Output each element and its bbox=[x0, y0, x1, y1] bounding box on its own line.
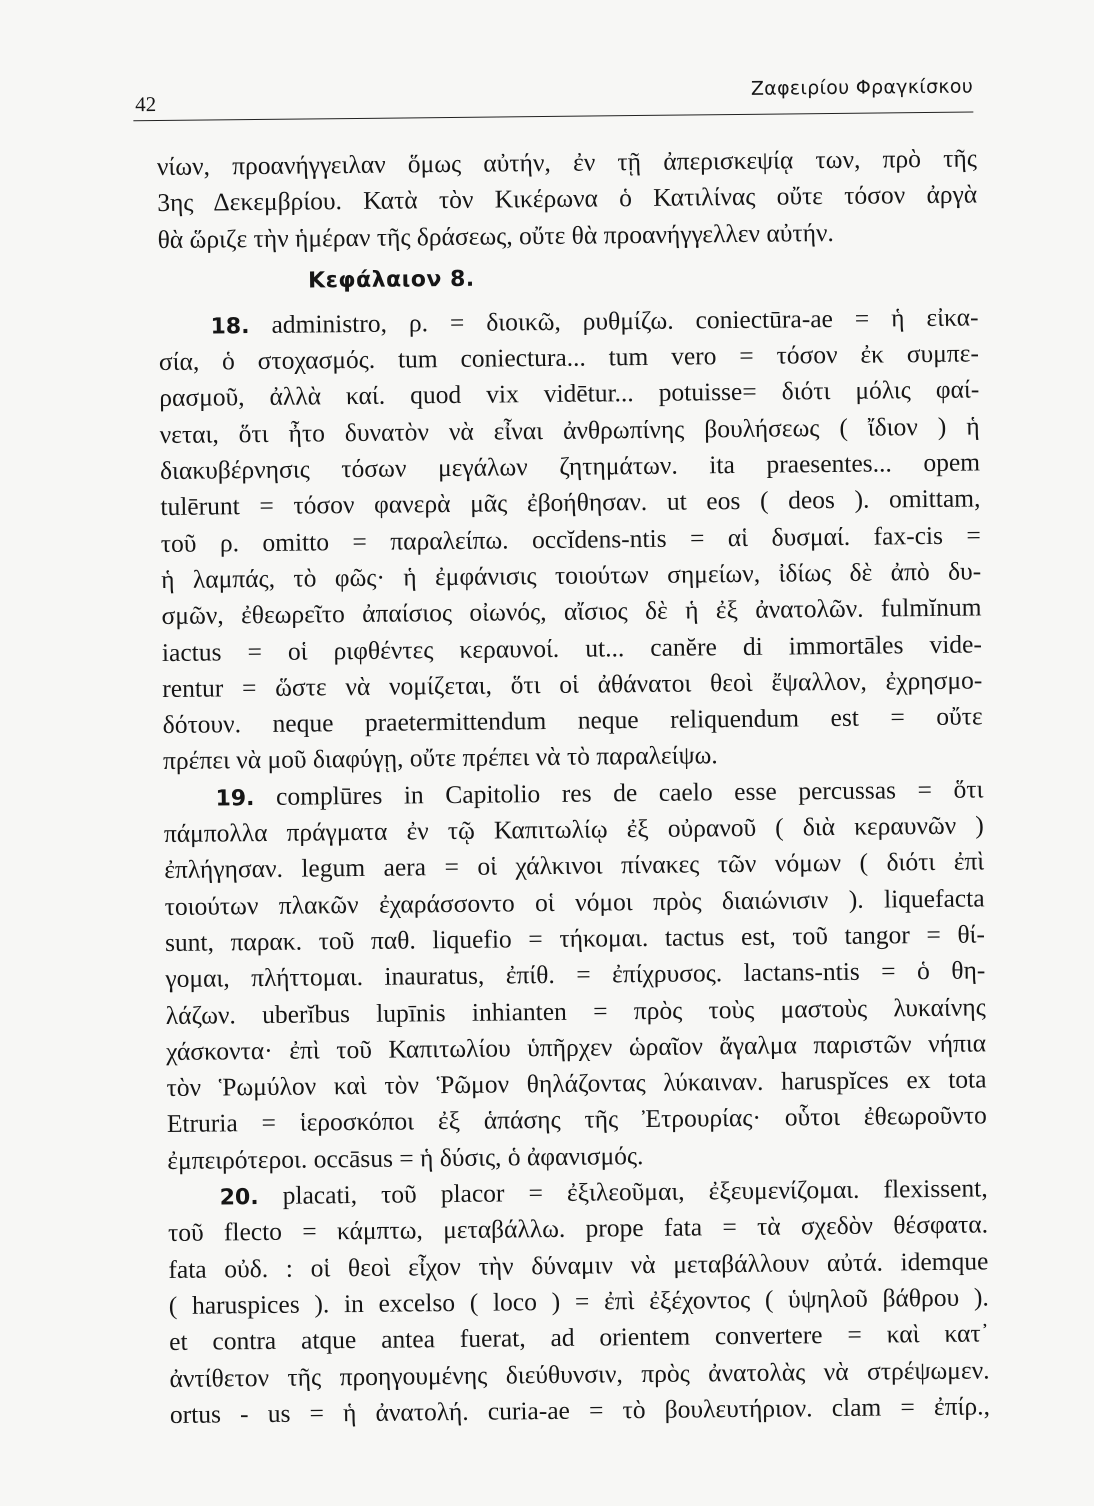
body-text bbox=[157, 140, 990, 1433]
text-fragment: complūres in Capitolio res de caelo esse percussas = ὅτι bbox=[275, 774, 984, 811]
section-number: 20. bbox=[219, 1185, 259, 1211]
chapter-heading: Κεφάλαιον 8. bbox=[307, 266, 475, 294]
text-line: ἡ λαμπάς, τὸ φῶς· ἡ ἐμφάνισις τοιούτων σημείων, ἰδίως δὲ ἀπὸ δυ- bbox=[161, 556, 982, 594]
text-line: Etruria = ἱεροσκόποι ἐξ ἁπάσης τῆς Ἐτρουρίας· οὗτοι ἐθεωροῦντο bbox=[166, 1100, 988, 1139]
text-line: τὸν Ῥωμύλον καὶ τὸν Ῥῶμον θηλάζοντας λύκαιναν. haruspĭces ex tota bbox=[166, 1064, 987, 1103]
text-line: θὰ ὥριζε τὴν ἡμέραν τῆς δράσεως, οὔτε θὰ προανήγγελλεν αὐτήν. bbox=[157, 217, 834, 254]
text-line: νεται, ὅτι ἦτο δυνατὸν νὰ εἶναι ἀνθρωπίνης βουλήσεως ( ἴδιον ) ἡ bbox=[159, 411, 980, 449]
text-line: ἀντίθετον τῆς προηγουμένης διεύθυνσιν, πρὸς ἀνατολὰς νὰ στρέψωμεν. bbox=[169, 1354, 990, 1393]
text-line: σία, ὁ στοχασμός. tum coniectura... tum vero = τόσον ἐκ συμπε- bbox=[158, 338, 980, 377]
text-line: et contra atque antea fuerat, ad orientem convertere = καὶ κατ᾽ bbox=[169, 1318, 990, 1357]
text-line: ἐμπειρότεροι. occāsus = ἡ δύσις, ὁ ἀφανισμός. bbox=[167, 1140, 644, 1175]
text-line: τοῦ flecto = κάμπτω, μεταβάλλω. prope fata = τὰ σχεδὸν θέσφατα. bbox=[167, 1209, 989, 1248]
text-line: τοιούτων πλακῶν ἐχαράσσοντο οἱ νόμοι πρὸς διαιώνισιν ). liquefacta bbox=[164, 883, 985, 921]
text-fragment: placati, τοῦ placor = ἐξιλεοῦμαι, ἐξευμενίζομαι. flexissent, bbox=[282, 1173, 988, 1210]
text-line: πάμπολλα πράγματα ἐν τῷ Καπιτωλίῳ ἐξ οὐρανοῦ ( διὰ κεραυνῶν ) bbox=[163, 810, 984, 849]
text-line: 3ης Δεκεμβρίου. Κατὰ τὸν Κικέρωνα ὁ Κατιλίνας οὔτε τόσον ἀργὰ bbox=[157, 179, 978, 218]
text-fragment: administro, ρ. = διοικῶ, ρυθμίζω. coniectūra-ae = ἡ εἰκα- bbox=[271, 302, 979, 339]
text-line: ortus - us = ἡ ἀνατολή. curia-ae = τὸ βουλευτήριον. clam = ἐπίρ., bbox=[169, 1391, 991, 1429]
text-line: λάζων. uberĭbus lupīnis inhianten = πρὸς τοὺς μαστοὺς λυκαίνης bbox=[165, 991, 986, 1030]
text-line: διακυβέρνησις τόσων μεγάλων ζητημάτων. ita praesentes... opem bbox=[159, 447, 981, 486]
running-head: Ζαφειρίου Φραγκίσκου bbox=[750, 75, 974, 100]
text-line: τοῦ ρ. omitto = παραλείπω. occĭdens-ntis = αἱ δυσμαί. fax-cis = bbox=[160, 520, 981, 558]
page-number: 42 bbox=[135, 92, 157, 117]
text-line: ( haruspices ). in excelso ( loco ) = ἐπὶ ἐξέχοντος ( ὑψηλοῦ βάθρου ). bbox=[168, 1282, 989, 1320]
text-line: δότουν. neque praetermittendum neque reliquendum est = οὔτε bbox=[162, 701, 983, 740]
text-line: χάσκοντα· ἐπὶ τοῦ Καπιτωλίου ὑπῆρχεν ὡραῖον ἄγαλμα παριστῶν νήπια bbox=[165, 1028, 987, 1066]
page-header bbox=[133, 68, 973, 122]
text-line: γομαι, πλήττομαι. inauratus, ἐπίθ. = ἐπίχρυσος. lactans-ntis = ὁ θη- bbox=[165, 955, 986, 994]
text-line: ἐπλήγησαν. legum aera = οἱ χάλκινοι πίνακες τῶν νόμων ( διότι ἐπὶ bbox=[164, 846, 985, 885]
text-line: iactus = οἱ ριφθέντες κεραυνοί. ut... canĕre di immortāles vide- bbox=[161, 629, 983, 667]
text-line: sunt, παρακ. τοῦ παθ. liquefio = τήκομαι. tactus est, τοῦ tangor = θί- bbox=[164, 919, 986, 957]
text-line: νίων, προανήγγειλαν ὅμως αὐτήν, ἐν τῇ ἀπερισκεψίᾳ των, πρὸ τῆς bbox=[156, 143, 977, 182]
text-line: ρασμοῦ, ἀλλὰ καί. quod vix vidētur... potuisse= διότι μόλις φαί- bbox=[159, 374, 980, 413]
text-line: σμῶν, ἐθεωρεῖτο ἀπαίσιος οἰωνός, αἴσιος δὲ ἡ ἐξ ἀνατολῶν. fulmĭnum bbox=[161, 592, 982, 631]
text-line: fata οὐδ. : οἱ θεοὶ εἶχον τὴν δύναμιν νὰ μεταβάλλουν αὐτά. idemque bbox=[168, 1246, 989, 1284]
section-number: 18. bbox=[210, 313, 250, 340]
text-line: rentur = ὥστε νὰ νομίζεται, ὅτι οἱ ἀθάνατοι θεοὶ ἔψαλλον, ἐχρησμο- bbox=[162, 665, 983, 703]
section-number: 19. bbox=[215, 785, 255, 812]
text-line: tulērunt = τόσον φανερὰ μᾶς ἐβοήθησαν. ut eos ( deos ). omittam, bbox=[160, 483, 981, 522]
text-line: πρέπει νὰ μοῦ διαφύγῃ, οὔτε πρέπει νὰ τὸ παραλείψω. bbox=[162, 740, 718, 776]
